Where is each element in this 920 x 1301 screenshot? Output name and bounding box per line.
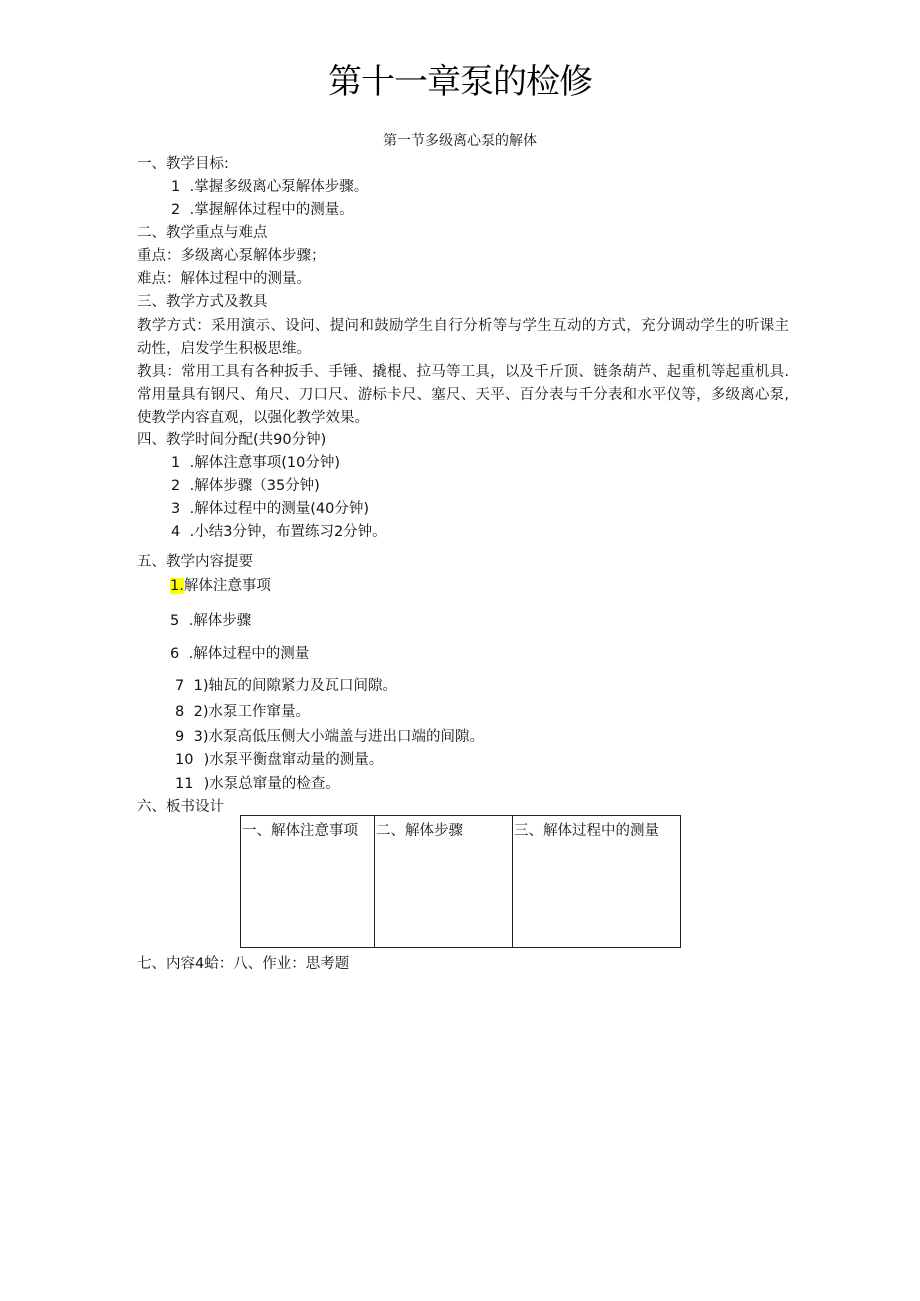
- s2-key-point: 重点：多级离心泵解体步骤；: [137, 248, 326, 264]
- item-text: 解体注意事项: [183, 578, 271, 594]
- item-number: 2: [171, 478, 181, 494]
- item-text: .掌握解体过程中的测量。: [189, 202, 354, 218]
- s5-heading: 五、教学内容提要: [137, 554, 253, 570]
- item-number: 1: [171, 455, 181, 471]
- s5-subitem-2: [175, 702, 310, 722]
- item-text: 1)轴瓦的间隙紧力及瓦口间隙。: [193, 678, 397, 694]
- item-number: 4: [171, 524, 181, 540]
- chapter-title: 第十一章泵的检修: [328, 62, 592, 102]
- item-number: 2: [171, 202, 181, 218]
- item-text: .解体过程中的测量: [188, 646, 310, 662]
- board-cell-2: 二、解体步骤: [375, 816, 513, 947]
- s5-subitem-3: [175, 727, 484, 747]
- s2-difficult-point: 难点：解体过程中的测量。: [137, 271, 311, 287]
- s4-item-1: [171, 453, 340, 473]
- item-number: 9: [175, 729, 185, 745]
- s3-teaching-tools: 教具：常用工具有各种扳手、手锤、撬棍、拉马等工具，以及千斤顶、链条葫芦、起重机等起重机具.常用量具有钢尺、角尺、刀口尺、游标卡尺、塞尺、天平、百分表与千分表和水平仪等，多级离心泵,使教学内容直观，以强化教学效果。: [137, 364, 789, 426]
- s4-item-2: [171, 476, 320, 496]
- item-text: .小结3分钟，布置练习2分钟。: [189, 524, 387, 540]
- s3-heading: 三、教学方式及教具: [137, 294, 268, 310]
- s2-heading: 二、教学重点与难点: [137, 225, 268, 241]
- item-number: 6: [170, 646, 180, 662]
- item-text: )水泵平衡盘窜动量的测量。: [203, 752, 384, 768]
- item-text: 2)水泵工作窜量。: [193, 704, 310, 720]
- item-number: 11: [175, 776, 194, 792]
- s3-teaching-method: 教学方式：采用演示、设问、提问和鼓励学生自行分析等与学生互动的方式，充分调动学生的听课主动性，启发学生积极思维。: [137, 318, 789, 357]
- s5-item-3: [170, 644, 309, 664]
- item-number: 3: [171, 501, 181, 517]
- s4-item-3: [171, 499, 369, 519]
- s4-item-4: [171, 522, 387, 542]
- s4-heading: 四、教学时间分配(共90分钟): [137, 432, 327, 448]
- item-number: 10: [175, 752, 194, 768]
- item-text: .掌握多级离心泵解体步骤。: [189, 179, 369, 195]
- item-number: 8: [175, 704, 185, 720]
- s5-item-1: [170, 576, 271, 596]
- board-cell-3: 三、解体过程中的测量: [514, 823, 659, 839]
- board-cell-1: 一、解体注意事项: [241, 816, 375, 947]
- item-text: .解体过程中的测量(40分钟): [189, 501, 369, 517]
- item-number: 1: [171, 179, 181, 195]
- item-number: 7: [175, 678, 185, 694]
- item-text: .解体注意事项(10分钟): [189, 455, 340, 471]
- s1-item-1: [171, 177, 368, 197]
- s1-heading: 一、教学目标:: [137, 156, 229, 172]
- item-text: .解体步骤: [188, 613, 252, 629]
- item-number: 5: [170, 613, 180, 629]
- board-design-table: [240, 815, 681, 948]
- highlighted-number: 1.: [170, 578, 184, 594]
- item-text: .解体步骤（35分钟): [189, 478, 320, 494]
- item-text: )水泵总窜量的检查。: [203, 776, 340, 792]
- s5-subitem-5: [175, 774, 340, 794]
- item-text: 3)水泵高低压侧大小端盖与进出口端的间隙。: [193, 729, 484, 745]
- s5-item-2: [170, 611, 251, 631]
- section-subtitle: 第一节多级离心泵的解体: [383, 133, 537, 149]
- s7-summary-and-homework: 七、内容4蛤：八、作业：思考题: [137, 956, 350, 972]
- s6-heading: 六、板书设计: [137, 799, 224, 815]
- s1-item-2: [171, 200, 354, 220]
- s5-subitem-4: [175, 750, 383, 770]
- s5-subitem-1: [175, 676, 397, 696]
